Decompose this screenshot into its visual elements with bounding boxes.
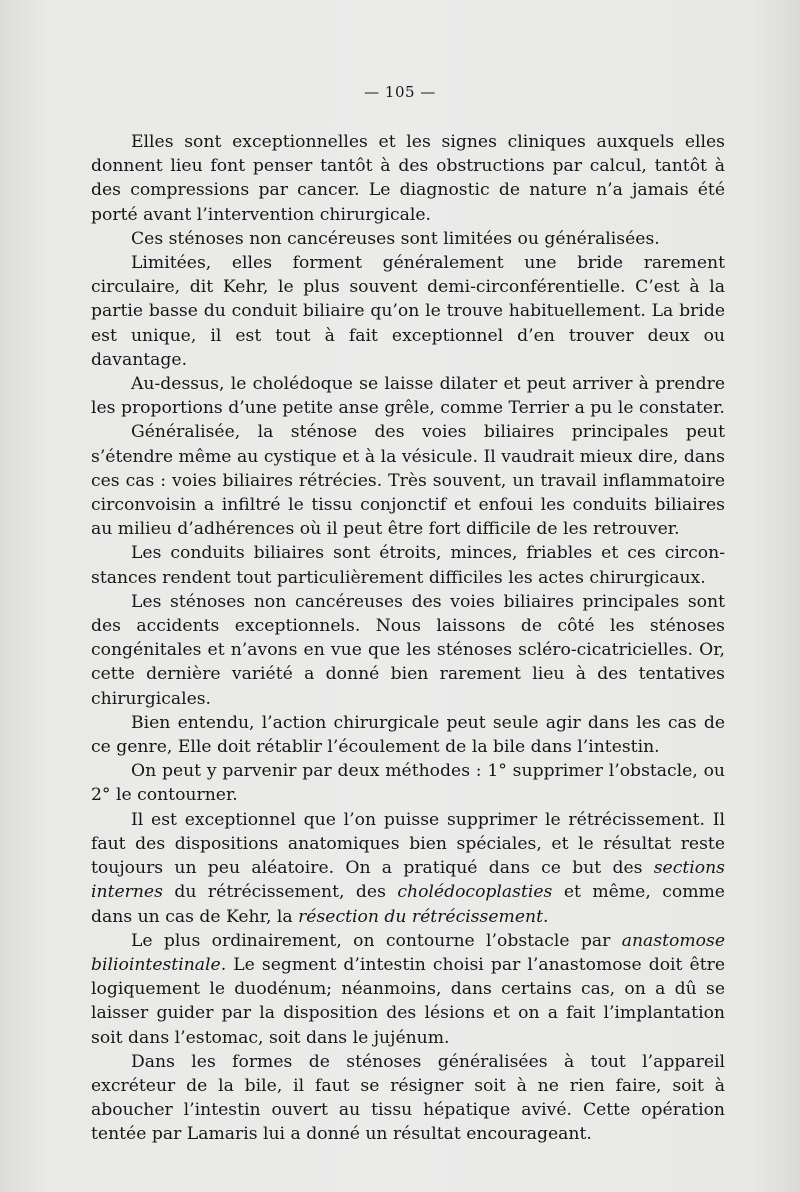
text-run: Bien entendu, l’action chirurgicale peut seule agir dans les cas de ce genre, Elle doit rétablir l’écoulement de la bile dans l’intestin. [91, 712, 725, 758]
text-run: Il est exceptionnel que l’on puisse supprimer le rétrécissement. Il faut des dispositions anatomiques bien spéciales, et le résultat reste toujours un peu aléatoire. On a pratiqué dans ce but des [91, 809, 725, 879]
text-run: Limitées, elles forment généralement une bride rarement circulaire, dit Kehr, le plus souvent demi-circonférentielle. C’est à la partie basse du conduit biliaire qu’on le trouve habituellement. La bride est unique, il est tout à fait exceptionnel d’en trouver deux ou davantage. [91, 253, 725, 370]
paragraph [91, 808, 725, 929]
text-run: Elles sont exceptionnelles et les signes cliniques auxquels elles donnent lieu font penser tantôt à des obstructions par calcul, tantôt à des compressions par cancer. Le diagnostic de nature n’a jamais été porté avant l’intervention chirurgicale. [91, 132, 725, 225]
text-run: Dans les formes de sténoses généralisées à tout l’appareil excréteur de la bile, il faut se résigner soit à ne rien faire, soit à aboucher l’intestin ouvert au tissu hépatique avivé. Cette opération tentée par Lamaris lui a donné un résultat encourageant. [91, 1051, 725, 1145]
paragraph [91, 1050, 725, 1147]
italic-text: sections internes [91, 858, 725, 903]
paragraph [91, 590, 725, 711]
page-number: — 105 — [364, 83, 436, 101]
paragraph [91, 711, 725, 759]
text-run: Le segment d’intestin choisi par l’anastomose doit être logiquement le duodénum; néanmoins, dans certains cas, on a dû se laisser guider par la disposition des lésions et on a fait l’implantation soit dans l’estomac, soit dans le jujénum. [91, 954, 725, 1048]
text-run: Les conduits biliaires sont étroits, minces, friables et ces circonstances rendent tout particulièrement difficiles les actes chirurgicaux. [91, 543, 725, 588]
paragraph [91, 541, 725, 589]
paragraph [91, 420, 725, 541]
text-run: Généralisée, la sténose des voies biliaires principales peut s’étendre même au cystique et à la vésicule. Il vaudrait mieux dire, dans ces cas : voies biliaires rétrécies. Très souvent, un travail inflammatoire circonvoisin a infiltré le tissu conjonctif et enfoui les conduits biliaires au milieu d’adhérences où il peut être fort difficile de les retrouver. [91, 422, 725, 540]
text-run: On peut y parvenir par deux méthodes : 1° supprimer l’obstacle, ou 2° le contourner. [91, 761, 725, 806]
text-run: Le plus ordinairement, on contourne l’obstacle par [131, 930, 622, 951]
paragraph [91, 372, 725, 420]
text-run: Au-dessus, le cholédoque se laisse dilater et peut arriver à prendre les proportions d’une petite anse grêle, comme Terrier a pu le constater. [91, 374, 725, 419]
text-run: Ces sténoses non cancéreuses sont limitées ou généralisées. [131, 228, 660, 249]
paragraph [91, 759, 725, 807]
text-run: du rétrécissement, des [162, 882, 398, 903]
text-run: Les sténoses non cancéreuses des voies biliaires principales sont des accidents exceptionnels. Nous laissons de côté les sténoses congénitales et n’avons en vue que les sténoses scléro-cicatricielles. Or, cette dernière variété a donné bien rarement lieu à des tentatives chirurgicales. [91, 591, 725, 709]
text-run: et même, comme dans un cas de Kehr, la [91, 882, 725, 927]
paragraph [91, 227, 725, 251]
paragraph [91, 251, 725, 372]
paragraph [91, 130, 725, 227]
italic-text: résection du rétrécissement. [298, 906, 549, 927]
body-text [91, 130, 725, 1147]
italic-text: anastomose biliointestinale. [91, 930, 725, 975]
paragraph [91, 929, 725, 1050]
italic-text: cholédocoplasties [397, 882, 553, 903]
